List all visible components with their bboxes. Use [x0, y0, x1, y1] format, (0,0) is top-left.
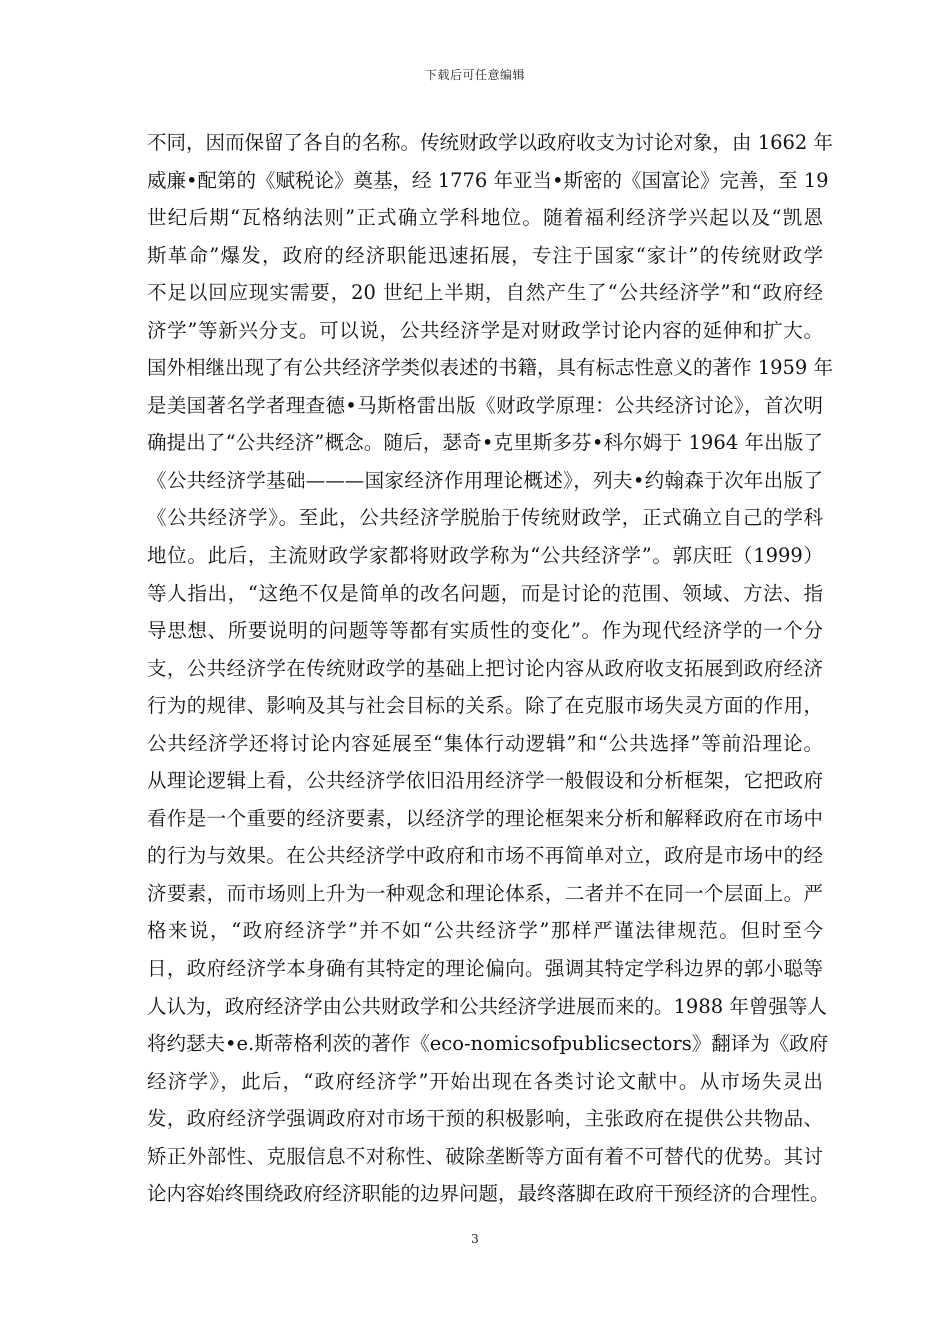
text-line: 确提出了“公共经济”概念。随后，瑟奇•克里斯多芬•科尔姆于 1964 年出版了 — [147, 431, 823, 455]
text-line: 济学”等新兴分支。可以说，公共经济学是对财政学讨论内容的延伸和扩大。 — [147, 318, 823, 342]
text-line: 国外相继出现了有公共经济学类似表述的书籍，具有标志性意义的著作 1959 年 — [147, 356, 834, 380]
text-line: 从理论逻辑上看，公共经济学依旧沿用经济学一般假设和分析框架，它把政府 — [147, 769, 823, 793]
text-line: 不同，因而保留了各自的名称。传统财政学以政府收支为讨论对象，由 1662 年 — [147, 131, 834, 154]
text-line: 经济学》，此后，“政府经济学”开始出现在各类讨论文献中。从市场失灵出 — [147, 1069, 823, 1093]
text-line: 《公共经济学》。至此，公共经济学脱胎于传统财政学，正式确立自己的学科 — [147, 506, 823, 530]
text-line: 的行为与效果。在公共经济学中政府和市场不再简单对立，政府是市场中的经 — [147, 844, 823, 868]
text-line: 将约瑟夫•e.斯蒂格利茨的著作《eco-nomicsofpublicsectors》翻译为《政府 — [147, 1032, 829, 1056]
text-line: 是美国著名学者理查德•马斯格雷出版《财政学原理：公共经济讨论》，首次明 — [147, 393, 823, 417]
text-line: 格来说，“政府经济学”并不如“公共经济学”那样严谨法律规范。但时至今 — [147, 919, 823, 943]
text-line: 济要素，而市场则上升为一种观念和理论体系，二者并不在同一个层面上。严 — [147, 881, 823, 905]
text-line: 威廉•配第的《赋税论》奠基，经 1776 年亚当•斯密的《国富论》完善，至 19 — [147, 168, 829, 192]
text-line: 行为的规律、影响及其与社会目标的关系。除了在克服市场失灵方面的作用， — [147, 694, 823, 718]
text-line: 公共经济学还将讨论内容延展至“集体行动逻辑”和“公共选择”等前沿理论。 — [147, 731, 823, 755]
text-line: 矫正外部性、克服信息不对称性、破除垄断等方面有着不可替代的优势。其讨 — [147, 1144, 823, 1168]
page-number: 3 — [471, 1232, 479, 1246]
text-line: 日，政府经济学本身确有其特定的理论偏向。强调其特定学科边界的郭小聪等 — [147, 957, 823, 981]
text-line: 等人指出，“这绝不仅是简单的改名问题，而是讨论的范围、领域、方法、指 — [147, 581, 823, 605]
text-line: 发，政府经济学强调政府对市场干预的积极影响，主张政府在提供公共物品、 — [147, 1107, 823, 1131]
text-line: 看作是一个重要的经济要素，以经济学的理论框架来分析和解释政府在市场中 — [147, 806, 823, 830]
text-line: 导思想、所要说明的问题等等都有实质性的变化”。作为现代经济学的一个分 — [147, 619, 823, 643]
page-header: 下载后可任意编辑 — [424, 68, 525, 82]
body-text — [147, 124, 834, 1213]
text-line: 地位。此后，主流财政学家都将财政学称为“公共经济学”。郭庆旺（1999） — [147, 544, 823, 568]
text-line: 世纪后期“瓦格纳法则”正式确立学科地位。随着福利经济学兴起以及“凯恩 — [147, 206, 823, 230]
text-line: 不足以回应现实需要，20 世纪上半期，自然产生了“公共经济学”和“政府经 — [147, 281, 823, 305]
text-line: 论内容始终围绕政府经济职能的边界问题，最终落脚在政府干预经济的合理性。 — [147, 1182, 830, 1206]
text-line: 人认为，政府经济学由公共财政学和公共经济学进展而来的。1988 年曾强等人 — [147, 994, 827, 1018]
text-line: 《公共经济学基础———国家经济作用理论概述》，列夫•约翰森于次年出版了 — [147, 468, 823, 492]
text-line: 支，公共经济学在传统财政学的基础上把讨论内容从政府收支拓展到政府经济 — [147, 656, 823, 680]
text-line: 斯革命”爆发，政府的经济职能迅速拓展，专注于国家“家计”的传统财政学 — [147, 243, 823, 267]
